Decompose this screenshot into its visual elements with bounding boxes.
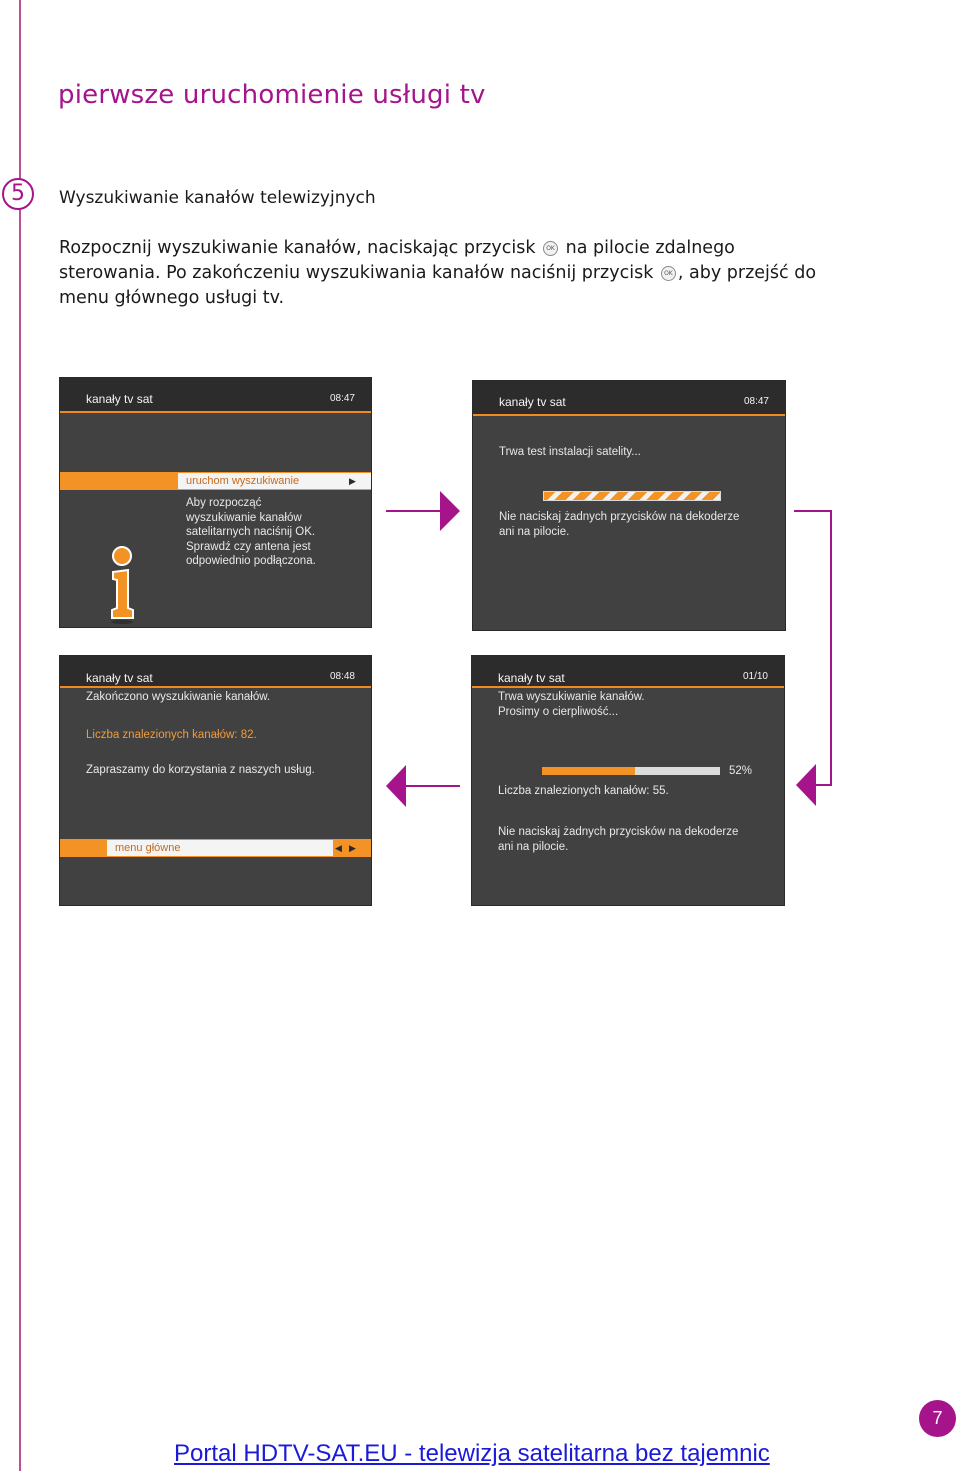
progress-percent: 52%: [729, 765, 753, 777]
instructions-part-1: Rozpocznij wyszukiwanie kanałów, naciskając przycisk: [59, 238, 536, 258]
chevron-right-icon: ▶: [349, 843, 356, 853]
warning-text: [498, 825, 738, 854]
screen-satellite-test: [472, 380, 786, 631]
status-line: Prosimy o cierpliwość...: [498, 705, 619, 718]
arrow-left-icon: [384, 764, 462, 808]
step-number-badge: 5: [2, 178, 34, 210]
chevron-left-icon: ◀: [335, 843, 342, 853]
menu-item-start-search[interactable]: uruchom wyszukiwanie: [178, 473, 371, 489]
welcome-text: Zapraszamy do korzystania z naszych usług.: [86, 764, 315, 776]
info-line: odpowiednio podłączona.: [186, 555, 316, 567]
footer-portal-link[interactable]: Portal HDTV-SAT.EU - telewizja satelitarna bez tajemnic: [174, 1440, 770, 1467]
warning-line: ani na pilocie.: [498, 840, 569, 853]
screen-start-search: [59, 377, 372, 628]
chevron-right-icon: ▶: [349, 476, 356, 486]
screen-header: [60, 656, 371, 688]
status-text: Trwa test instalacji satelity...: [499, 446, 641, 458]
status-line: Trwa wyszukiwanie kanałów.: [498, 691, 645, 703]
arrow-left-connector-icon: [790, 508, 836, 808]
instructions-paragraph: [59, 236, 819, 311]
info-line: Aby rozpocząć: [186, 497, 262, 509]
info-line: wyszukiwanie kanałów: [186, 511, 302, 524]
warning-line: Nie naciskaj żadnych przycisków na dekoderze: [499, 511, 740, 523]
screen-header: [473, 381, 785, 416]
warning-line: ani na pilocie.: [499, 525, 570, 538]
screen-title: kanały tv sat: [498, 671, 565, 685]
screen-title: kanały tv sat: [499, 395, 566, 409]
screen-search-complete: [59, 655, 372, 906]
instructions-part-2: na pilocie zdalnego sterowania. Po zakończeniu wyszukiwania kanałów naciśnij przycisk: [59, 238, 735, 283]
arrow-right-icon: [384, 490, 462, 532]
status-text: Zakończono wyszukiwanie kanałów.: [86, 691, 271, 703]
found-channels-text: Liczba znalezionych kanałów: 82.: [86, 729, 257, 741]
screen-clock: 08:48: [329, 671, 355, 682]
ok-button-icon: OK: [661, 266, 676, 281]
screen-searching: [471, 655, 785, 906]
info-line: Sprawdź czy antena jest: [186, 540, 311, 553]
info-line: satelitarnych naciśnij OK.: [186, 526, 316, 538]
search-progress-bar: [542, 767, 720, 775]
screen-clock: 08:47: [329, 393, 355, 404]
activity-progress-bar: [543, 491, 721, 501]
screen-title: kanały tv sat: [86, 392, 153, 406]
screen-header: [472, 656, 784, 688]
info-icon: [107, 544, 137, 624]
screen-clock: 01/10: [742, 671, 768, 682]
step-title: Wyszukiwanie kanałów telewizyjnych: [59, 188, 376, 208]
page-number-badge: 7: [919, 1400, 956, 1437]
warning-line: Nie naciskaj żadnych przycisków na dekoderze: [498, 826, 739, 838]
status-text: [498, 690, 645, 719]
found-channels-text: Liczba znalezionych kanałów: 55.: [498, 785, 669, 797]
screen-title: kanały tv sat: [86, 671, 153, 685]
ok-button-icon: OK: [543, 241, 558, 256]
page-title: pierwsze uruchomienie usługi tv: [58, 80, 486, 110]
instructions-part-3: , aby przejść do menu głównego usługi tv.: [59, 263, 817, 308]
warning-text: [499, 510, 739, 539]
screen-header: [60, 378, 371, 413]
search-progress-fill: [542, 767, 635, 775]
info-text: [186, 496, 316, 569]
menu-item-main-menu[interactable]: menu główne: [107, 840, 333, 856]
screen-clock: 08:47: [743, 396, 769, 407]
margin-line: [19, 0, 21, 1471]
